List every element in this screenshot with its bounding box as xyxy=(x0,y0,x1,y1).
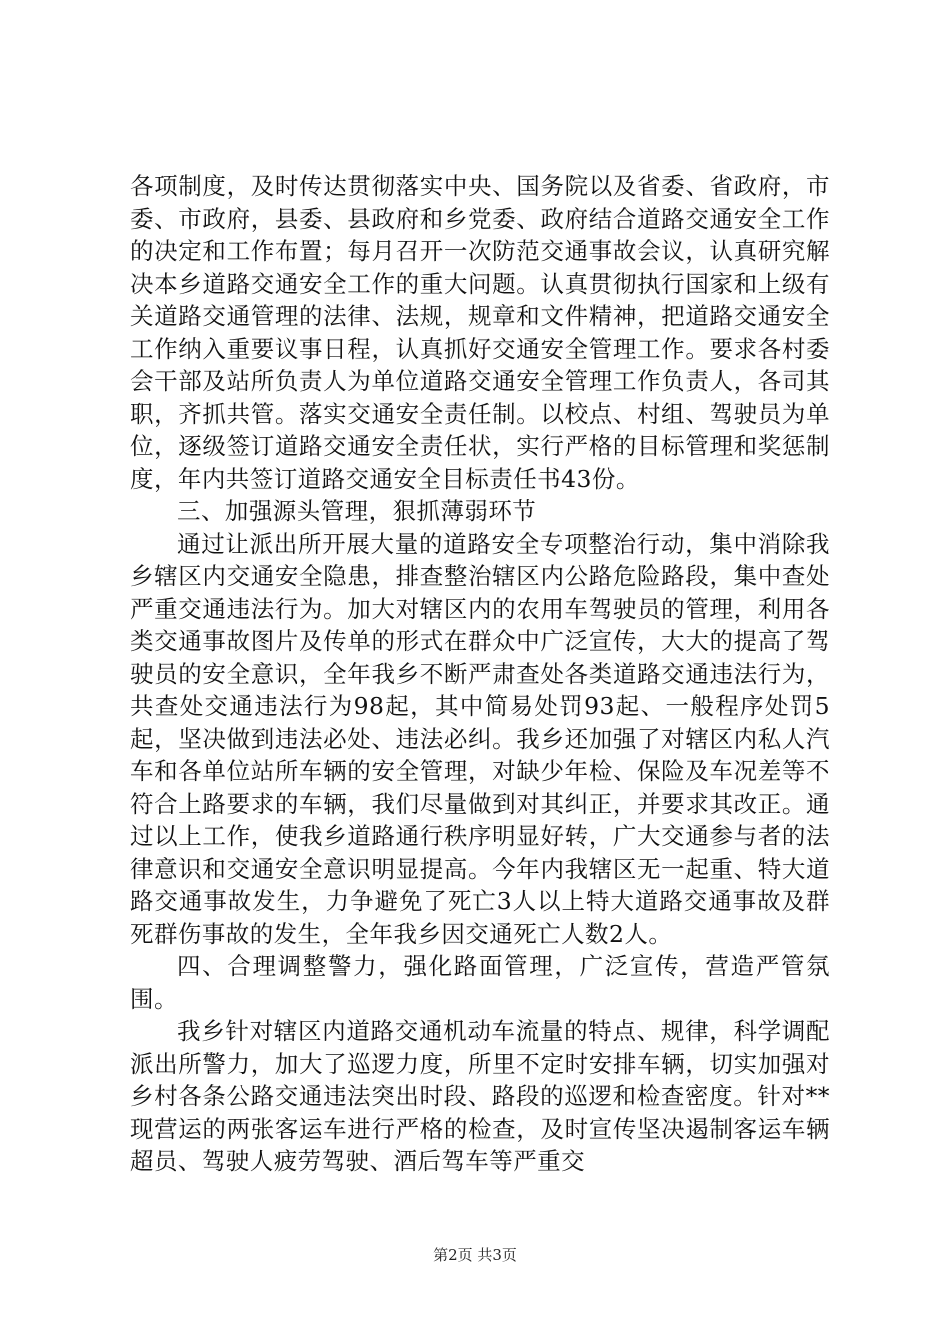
body-paragraph-3: 我乡针对辖区内道路交通机动车流量的特点、规律，科学调配派出所警力，加大了巡逻力度，所里不定时安排车辆，切实加强对乡村各条公路交通违法突出时段、路段的巡逻和检查密度。针对**现营运的两张客运车进行严格的检查，及时宣传坚决遏制客运车辆超员、驾驶人疲劳驾驶、酒后驾车等严重交 xyxy=(130,1017,830,1175)
section-heading-4: 四、合理调整警力，强化路面管理，广泛宣传，营造严管氛围。 xyxy=(130,952,830,1013)
section-heading-3: 三、加强源头管理，狠抓薄弱环节 xyxy=(177,497,537,525)
document-body xyxy=(130,170,830,1178)
body-paragraph-1: 各项制度，及时传达贯彻落实中央、国务院以及省委、省政府，市委、市政府，县委、县政府和乡党委、政府结合道路交通安全工作的决定和工作布置；每月召开一次防范交通事故会议，认真研究解决本乡道路交通安全工作的重大问题。认真贯彻执行国家和上级有关道路交通管理的法律、法规，规章和文件精神，把道路交通安全工作纳入重要议事日程，认真抓好交通安全管理工作。要求各村委会干部及站所负责人为单位道路交通安全管理工作负责人，各司其职，齐抓共管。落实交通安全责任制。以校点、村组、驾驶员为单位，逐级签订道路交通安全责任状，实行严格的目标管理和奖惩制度，年内共签订道路交通安全目标责任书43份。 xyxy=(130,172,830,493)
page-number-footer: 第2页 共3页 xyxy=(433,1246,517,1264)
body-paragraph-2: 通过让派出所开展大量的道路安全专项整治行动，集中消除我乡辖区内交通安全隐患，排查整治辖区内公路危险路段，集中查处严重交通违法行为。加大对辖区内的农用车驾驶员的管理，利用各类交通事故图片及传单的形式在群众中广泛宣传，大大的提高了驾驶员的安全意识，全年我乡不断严肃查处各类道路交通违法行为，共查处交通违法行为98起，其中简易处罚93起、一般程序处罚5起，坚决做到违法必处、违法必纠。我乡还加强了对辖区内私人汽车和各单位站所车辆的安全管理，对缺少年检、保险及车况差等不符合上路要求的车辆，我们尽量做到对其纠正，并要求其改正。通过以上工作，使我乡道路通行秩序明显好转，广大交通参与者的法律意识和交通安全意识明显提高。今年内我辖区无一起重、特大道路交通事故发生，力争避免了死亡3人以上特大道路交通事故及群死群伤事故的发生，全年我乡因交通死亡人数2人。 xyxy=(130,529,830,948)
